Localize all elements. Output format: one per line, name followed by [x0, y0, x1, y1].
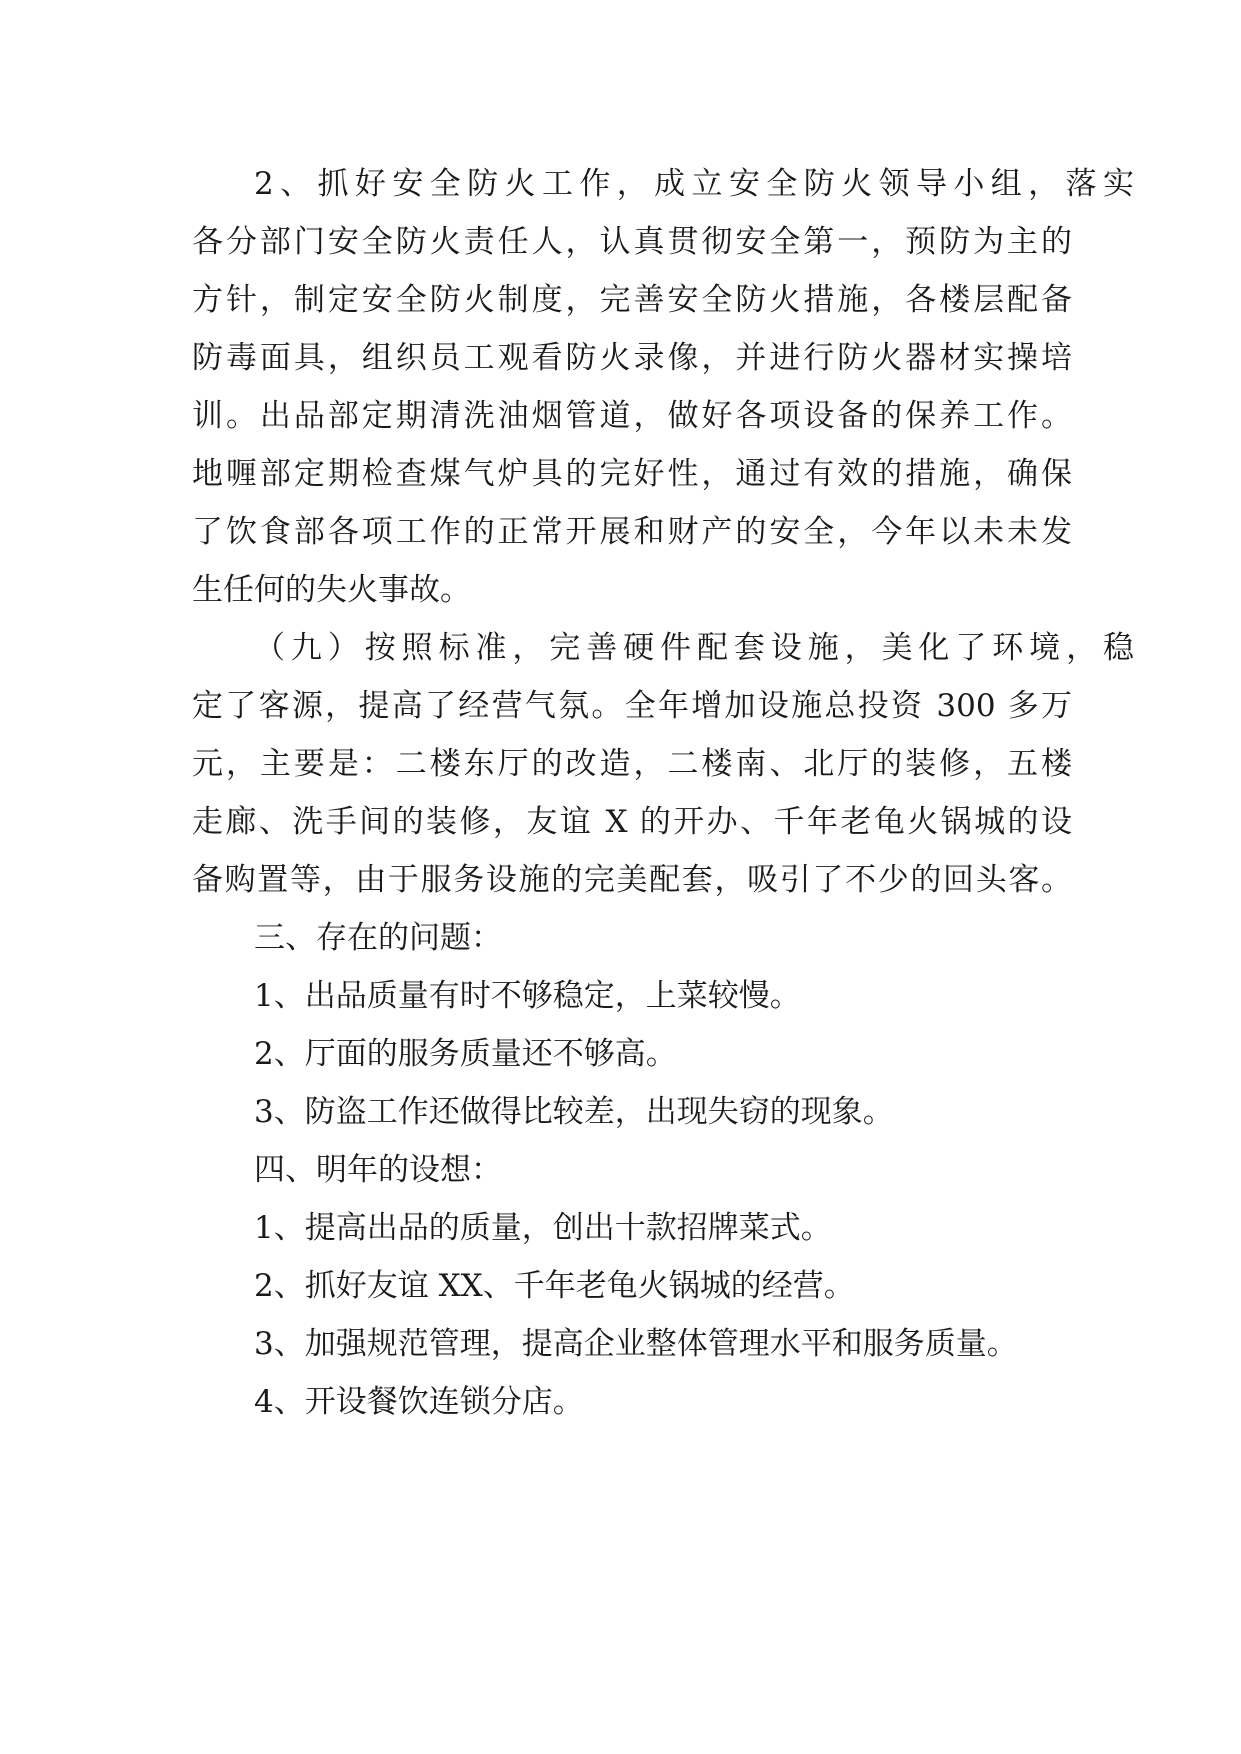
paragraph-line: 生任何的失火事故。 [192, 572, 471, 608]
paragraph-line: 地喱部定期检查煤气炉具的完好性，通过有效的措施，确保 [192, 456, 1072, 492]
paragraph-line: 各分部门安全防火责任人，认真贯彻安全第一，预防为主的 [192, 224, 1072, 260]
paragraph-line: 元，主要是：二楼东厅的改造，二楼南、北厅的装修，五楼 [192, 746, 1072, 782]
list-item: 3、加强规范管理，提高企业整体管理水平和服务质量。 [254, 1326, 1018, 1362]
paragraph-line: 走廊、洗手间的装修，友谊 X 的开办、千年老龟火锅城的设 [192, 804, 1072, 840]
section-heading: 四、明年的设想： [254, 1152, 502, 1188]
paragraph-line: 防毒面具，组织员工观看防火录像，并进行防火器材实操培 [192, 340, 1072, 376]
paragraph-line: 方针，制定安全防火制度，完善安全防火措施，各楼层配备 [192, 282, 1072, 318]
paragraph-line: 2、抓好安全防火工作，成立安全防火领导小组，落实 [254, 166, 1134, 202]
paragraph-line: 训。出品部定期清洗油烟管道，做好各项设备的保养工作。 [192, 398, 1072, 434]
paragraph-line: （九）按照标准，完善硬件配套设施，美化了环境，稳 [254, 630, 1134, 666]
section-heading: 三、存在的问题： [254, 920, 502, 956]
paragraph-line: 了饮食部各项工作的正常开展和财产的安全，今年以未未发 [192, 514, 1072, 550]
list-item: 3、防盗工作还做得比较差，出现失窃的现象。 [254, 1094, 894, 1130]
list-item: 2、厅面的服务质量还不够高。 [254, 1036, 677, 1072]
list-item: 2、抓好友谊 XX、千年老龟火锅城的经营。 [254, 1268, 855, 1304]
list-item: 4、开设餐饮连锁分店。 [254, 1384, 584, 1420]
list-item: 1、提高出品的质量，创出十款招牌菜式。 [254, 1210, 832, 1246]
list-item: 1、出品质量有时不够稳定，上菜较慢。 [254, 978, 801, 1014]
paragraph-line: 定了客源，提高了经营气氛。全年增加设施总投资 300 多万 [192, 688, 1072, 724]
paragraph-line: 备购置等，由于服务设施的完美配套，吸引了不少的回头客。 [192, 862, 1072, 898]
